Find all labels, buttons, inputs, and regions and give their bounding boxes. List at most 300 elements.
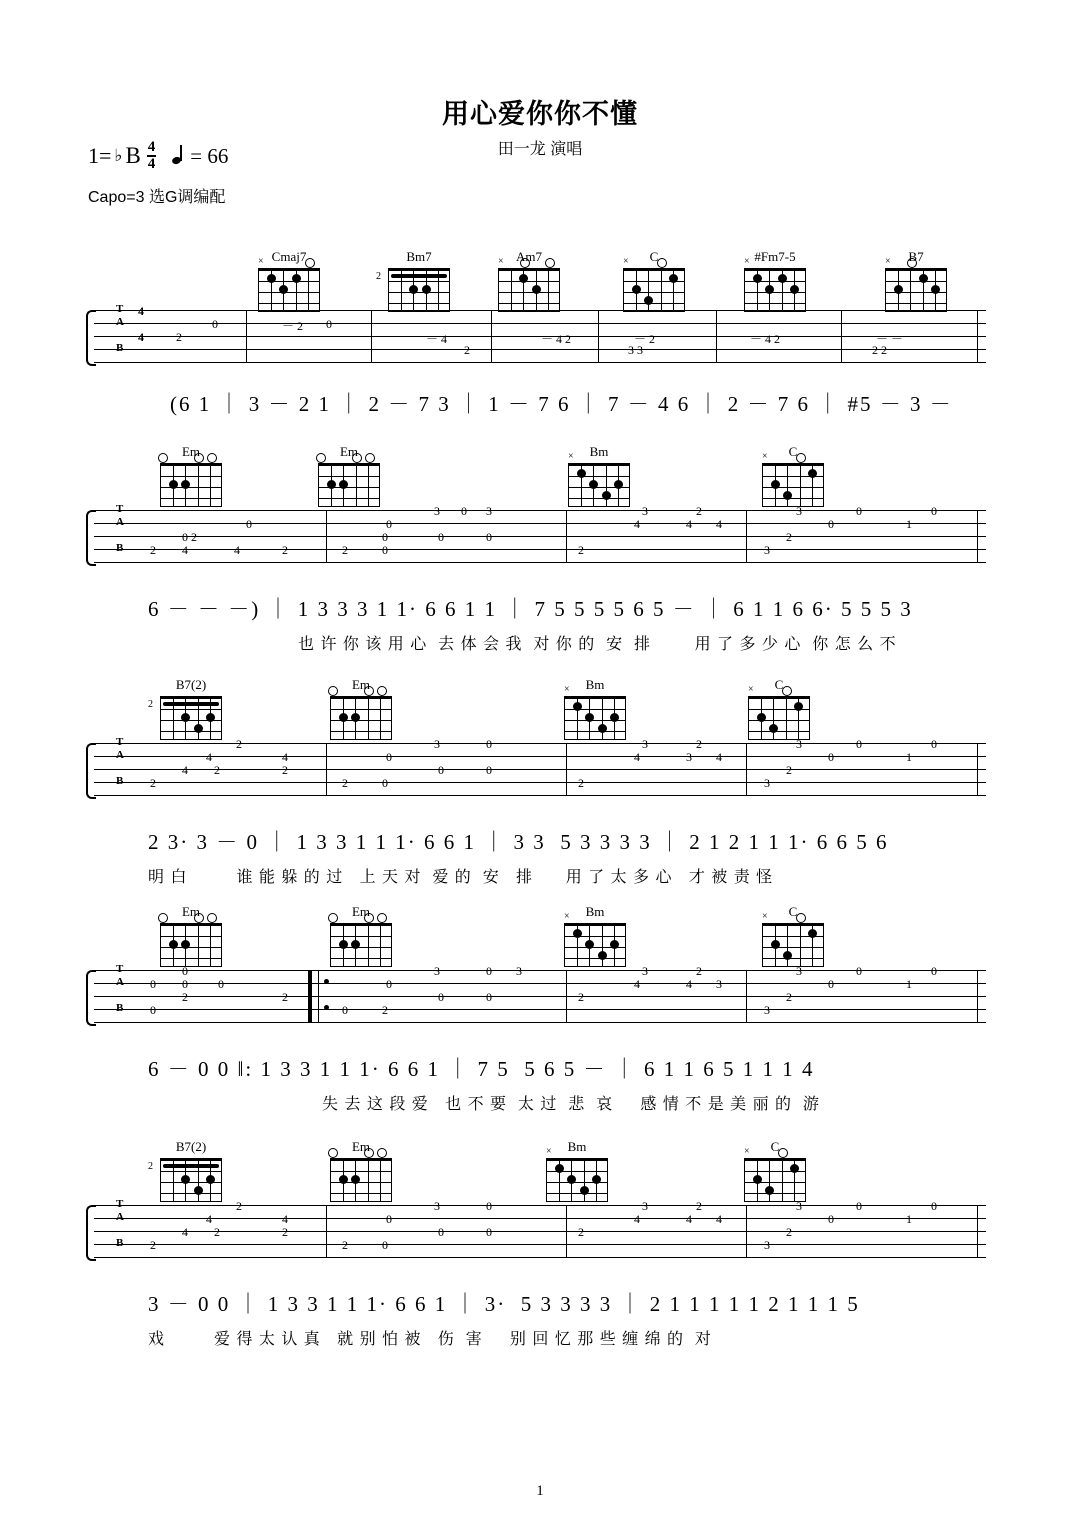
chord-grid	[744, 1146, 806, 1202]
melody-line: 6 － 0 0 ‖: 1 3 3 1 1 1· 6 6 1 ｜ 7 5 5 6 5 － ｜ 6 1 1 6 5 1 1 1 4	[148, 1057, 815, 1081]
barline	[716, 310, 717, 362]
barline	[566, 970, 567, 1022]
tab-number: 3	[796, 504, 802, 518]
barre	[163, 1164, 219, 1168]
open-string-marker	[778, 1148, 788, 1158]
barline	[746, 743, 747, 795]
barline	[841, 310, 842, 362]
tab-number: 2	[282, 990, 288, 1004]
chord-grid	[748, 684, 810, 740]
tab-number: 2	[342, 1238, 348, 1252]
finger-dot	[931, 285, 940, 294]
tab-number: 0 2	[182, 530, 197, 544]
tab-number: 0	[486, 763, 492, 777]
staff-bracket	[86, 970, 96, 1026]
barline	[566, 510, 567, 562]
chord-name: B7(2)	[175, 677, 207, 692]
chord-grid	[160, 923, 222, 967]
tab-number: 4	[686, 1212, 692, 1226]
chord-diagram-em-2	[318, 444, 380, 507]
chord-grid	[762, 451, 824, 507]
tab-number: 0	[382, 776, 388, 790]
tab-number: 3	[642, 504, 648, 518]
page-title: 用心爱你你不懂	[442, 99, 638, 129]
tab-number: 0	[828, 750, 834, 764]
chord-grid	[330, 1158, 392, 1202]
open-string-marker	[796, 913, 806, 923]
barline	[977, 310, 978, 362]
chord-grid	[318, 463, 380, 507]
melody-line: 3 － 0 0 ｜ 1 3 3 1 1 1· 6 6 1 ｜ 3· 5 3 3 3 3 ｜ 2 1 1 1 1 1 2 1 1 1 5	[148, 1292, 860, 1316]
chord-name: C	[774, 677, 784, 692]
mute-marker: ×	[568, 451, 574, 462]
finger-dot	[519, 274, 528, 283]
tab-number: 4	[716, 750, 722, 764]
finger-dot	[894, 285, 903, 294]
finger-dot	[351, 713, 360, 722]
finger-dot	[765, 1186, 774, 1195]
tab-number: 3	[434, 504, 440, 518]
tab-number: 4	[686, 977, 692, 991]
tab-number: 2	[786, 763, 792, 777]
tab-number: 2	[786, 990, 792, 1004]
tab-line	[94, 756, 986, 757]
mute-marker: ×	[744, 1146, 750, 1157]
finger-dot	[790, 285, 799, 294]
finger-dot	[573, 929, 582, 938]
chord-diagram-c	[762, 444, 824, 507]
tab-letter-a: A	[116, 316, 124, 328]
tab-number: 2	[282, 763, 288, 777]
tab-number: 0	[856, 1199, 862, 1213]
barline	[566, 743, 567, 795]
chord-diagram-c	[623, 249, 685, 312]
open-string-marker	[364, 913, 374, 923]
tab-number: 0	[386, 750, 392, 764]
page-number: 1	[536, 1483, 544, 1499]
tab-number: 0	[461, 504, 467, 518]
tab-number: 2	[282, 1225, 288, 1239]
tab-number: 3	[642, 737, 648, 751]
finger-dot	[919, 274, 928, 283]
tab-number: 0	[856, 964, 862, 978]
open-string-marker	[365, 453, 375, 463]
tab-letter-b: B	[116, 342, 124, 354]
chord-diagram-fm7b5	[744, 249, 806, 312]
tab-number: 1	[906, 977, 912, 991]
chord-grid	[330, 696, 392, 740]
finger-dot	[783, 951, 792, 960]
finger-dot	[577, 469, 586, 478]
time-signature-numerator: 4	[147, 139, 156, 155]
tab-number: 1	[906, 1212, 912, 1226]
lyrics-line: 明 白 谁 能 躲 的 过 上 天 对 爱 的 安 排 用 了 太 多 心 才 被 责 怪	[148, 869, 774, 886]
tab-number: 0	[828, 1212, 834, 1226]
tab-number: 4	[686, 517, 692, 531]
chord-name: Bm	[567, 1139, 587, 1154]
time-sig-tab: 4	[138, 330, 144, 344]
tab-number: 2	[382, 1003, 388, 1017]
tempo-mark	[172, 144, 228, 169]
tab-number: 0	[438, 990, 444, 1004]
tab-line	[94, 510, 986, 511]
finger-dot	[409, 285, 418, 294]
finger-dot	[339, 1175, 348, 1184]
chord-grid	[148, 1158, 222, 1202]
staff-bracket	[86, 743, 96, 799]
chord-name: #Fm7-5	[754, 249, 796, 264]
tab-line	[94, 743, 986, 744]
staff-bracket	[86, 310, 96, 366]
tab-number: 1	[906, 517, 912, 531]
tab-number: 3	[764, 776, 770, 790]
barline	[977, 970, 978, 1022]
chord-diagram-c	[744, 1139, 806, 1202]
tab-staff	[86, 303, 986, 366]
tab-number: 3	[486, 504, 492, 518]
tab-number: 4	[716, 1212, 722, 1226]
finger-dot	[422, 285, 431, 294]
tab-number: 2	[786, 1225, 792, 1239]
tab-number: 3	[764, 543, 770, 557]
chord-name: Am7	[516, 249, 542, 264]
fret-number: 2	[148, 1161, 153, 1172]
tab-number: 2	[150, 1238, 156, 1252]
finger-dot	[292, 274, 301, 283]
finger-dot	[610, 713, 619, 722]
tab-number: 2	[342, 543, 348, 557]
tab-number: 4	[182, 543, 188, 557]
tab-number: － －	[876, 332, 904, 346]
tab-number: 4	[206, 1212, 212, 1226]
open-string-marker	[194, 913, 204, 923]
tab-line	[94, 349, 986, 350]
tab-number: 0	[150, 977, 156, 991]
mute-marker: ×	[498, 256, 504, 267]
tab-number: 0	[212, 317, 218, 331]
tab-number: 3	[716, 977, 722, 991]
finger-dot	[181, 940, 190, 949]
finger-dot	[181, 713, 190, 722]
time-signature	[147, 140, 157, 172]
chord-name: Bm	[585, 677, 605, 692]
chord-diagram-bm	[564, 904, 626, 967]
tab-line	[94, 983, 986, 984]
mute-marker: ×	[762, 451, 768, 462]
tab-number: 0	[386, 977, 392, 991]
chord-diagram-em	[330, 1139, 392, 1202]
tab-number: 3	[796, 1199, 802, 1213]
finger-dot	[267, 274, 276, 283]
tab-number: 0	[486, 1199, 492, 1213]
tab-number: 0	[246, 517, 252, 531]
chord-diagram-b7-2	[148, 677, 222, 740]
finger-dot	[592, 1175, 601, 1184]
open-string-marker	[545, 258, 555, 268]
lyrics-line: 失 去 这 段 爱 也 不 要 太 过 悲 哀 感 情 不 是 美 丽 的 游	[322, 1096, 820, 1113]
mute-marker: ×	[762, 911, 768, 922]
tab-number: 4	[206, 750, 212, 764]
melody-line: 2 3· 3 － 0 ｜ 1 3 3 1 1 1· 6 6 1 ｜ 3 3 5 3 3 3 3 ｜ 2 1 2 1 1 1· 6 6 5 6	[148, 830, 889, 854]
tab-number: 0	[382, 1238, 388, 1252]
tab-letter-t: T	[116, 303, 124, 315]
tab-number: － 4	[426, 332, 448, 346]
finger-dot	[757, 713, 766, 722]
finger-dot	[585, 940, 594, 949]
tab-number: 0	[828, 517, 834, 531]
repeat-dot	[324, 1005, 329, 1010]
barline	[746, 510, 747, 562]
tab-staff	[86, 963, 986, 1026]
finger-dot	[580, 1186, 589, 1195]
chord-grid	[330, 923, 392, 967]
finger-dot	[614, 480, 623, 489]
capo-note: Capo=3 选G调编配	[88, 189, 226, 206]
chord-grid	[623, 256, 685, 312]
barre	[163, 702, 219, 706]
tab-line	[94, 536, 986, 537]
tab-number: 0	[438, 763, 444, 777]
tab-number: 0	[182, 964, 188, 978]
barline	[977, 1205, 978, 1257]
finger-dot	[589, 480, 598, 489]
chord-diagram-bm	[568, 444, 630, 507]
tab-staff	[86, 736, 986, 799]
tab-line	[94, 795, 986, 796]
barline	[746, 970, 747, 1022]
tab-number: 0	[931, 964, 937, 978]
open-string-marker	[207, 453, 217, 463]
chord-diagram-bm	[564, 677, 626, 740]
chord-diagram-c	[762, 904, 824, 967]
finger-dot	[194, 724, 203, 733]
tab-number: 0	[486, 530, 492, 544]
chord-grid	[762, 911, 824, 967]
tab-number: 3	[796, 737, 802, 751]
tab-number: 2 2	[872, 343, 887, 357]
tab-number: 2	[696, 964, 702, 978]
mute-marker: ×	[885, 256, 891, 267]
tab-number: 4	[282, 750, 288, 764]
finger-dot	[555, 1164, 564, 1173]
finger-dot	[339, 480, 348, 489]
tab-number: － 4 2	[541, 332, 572, 346]
chord-name: C	[770, 1139, 780, 1154]
fret-number: 2	[148, 699, 153, 710]
finger-dot	[808, 469, 817, 478]
tab-line	[94, 549, 986, 550]
open-string-marker	[328, 686, 338, 696]
open-string-marker	[364, 686, 374, 696]
tab-letter-t: T	[116, 1198, 124, 1210]
tab-number: 0	[486, 737, 492, 751]
finger-dot	[771, 940, 780, 949]
chord-name: Em	[339, 444, 359, 459]
mute-marker: ×	[744, 256, 750, 267]
tab-number: 4	[182, 763, 188, 777]
tab-number: 4	[182, 1225, 188, 1239]
tab-line	[94, 362, 986, 363]
tab-line	[94, 562, 986, 563]
staff-bracket	[86, 1205, 96, 1261]
tab-number: 3	[642, 1199, 648, 1213]
lyrics-line: 也 许 你 该 用 心 去 体 会 我 对 你 的 安 排 用 了 多 少 心 你 怎 么 不	[298, 636, 897, 653]
finger-dot	[585, 713, 594, 722]
tab-number: 2	[464, 343, 470, 357]
tab-line	[94, 1009, 986, 1010]
tab-number: 0	[382, 530, 388, 544]
finger-dot	[808, 929, 817, 938]
tab-number: 2	[282, 543, 288, 557]
tab-number: 1	[906, 750, 912, 764]
chord-diagram-em-1	[160, 444, 222, 507]
finger-dot	[598, 724, 607, 733]
tab-letter-a: A	[116, 1211, 124, 1223]
chord-diagram-bm7	[376, 249, 450, 312]
tab-line	[94, 782, 986, 783]
chord-name: C	[649, 249, 659, 264]
tab-line	[94, 970, 986, 971]
tab-line	[94, 1231, 986, 1232]
open-string-marker	[305, 258, 315, 268]
tab-line	[94, 1022, 986, 1023]
tab-number: 2	[214, 763, 220, 777]
tab-line	[94, 1218, 986, 1219]
time-sig-tab: 4	[138, 304, 144, 318]
barline	[371, 310, 372, 362]
tab-number: 0	[386, 517, 392, 531]
finger-dot	[669, 274, 678, 283]
tab-number: 2	[182, 990, 188, 1004]
tab-number: － 4 2	[750, 332, 781, 346]
finger-dot	[598, 951, 607, 960]
chord-diagram-bm	[546, 1139, 608, 1202]
finger-dot	[753, 274, 762, 283]
open-string-marker	[520, 258, 530, 268]
tab-letter-a: A	[116, 749, 124, 761]
tab-number: － 2	[282, 319, 304, 333]
tab-number: 2	[578, 990, 584, 1004]
barline	[491, 310, 492, 362]
chord-name: Em	[181, 444, 201, 459]
mute-marker: ×	[564, 911, 570, 922]
tab-number: 2	[578, 543, 584, 557]
finger-dot	[790, 1164, 799, 1173]
tab-number: 0	[931, 1199, 937, 1213]
finger-dot	[771, 480, 780, 489]
tab-number: 4	[634, 1212, 640, 1226]
tab-number: 0	[931, 504, 937, 518]
finger-dot	[567, 1175, 576, 1184]
tab-line	[94, 523, 986, 524]
mute-marker: ×	[748, 684, 754, 695]
open-string-marker	[316, 453, 326, 463]
tab-number: 3	[764, 1003, 770, 1017]
fret-number: 2	[376, 271, 381, 282]
finger-dot	[632, 285, 641, 294]
tab-number: 4	[234, 543, 240, 557]
key-prefix: 1=	[88, 143, 112, 168]
open-string-marker	[364, 1148, 374, 1158]
chord-name: B7(2)	[175, 1139, 207, 1154]
finger-dot	[351, 940, 360, 949]
finger-dot	[206, 713, 215, 722]
finger-dot	[169, 480, 178, 489]
barline	[598, 310, 599, 362]
barline	[326, 510, 327, 562]
finger-dot	[644, 296, 653, 305]
finger-dot	[194, 1186, 203, 1195]
finger-dot	[610, 940, 619, 949]
mute-marker: ×	[564, 684, 570, 695]
barline	[746, 1205, 747, 1257]
tab-number: 3	[796, 964, 802, 978]
chord-name: B7	[908, 249, 924, 264]
lyrics-line: 戏 爱 得 太 认 真 就 别 怕 被 伤 害 别 回 忆 那 些 缠 绵 的 对	[148, 1331, 712, 1348]
finger-dot	[573, 702, 582, 711]
tab-line	[94, 323, 986, 324]
tab-number: 3	[516, 964, 522, 978]
open-string-marker	[158, 453, 168, 463]
mute-marker: ×	[258, 256, 264, 267]
tab-number: 2	[786, 530, 792, 544]
tab-line	[94, 996, 986, 997]
chord-name: Em	[181, 904, 201, 919]
tab-number: 2	[696, 737, 702, 751]
finger-dot	[602, 491, 611, 500]
barline	[326, 1205, 327, 1257]
barline	[566, 1205, 567, 1257]
barline	[977, 510, 978, 562]
melody-line: (6 1 ｜ 3 － 2 1 ｜ 2 － 7 3 ｜ 1 － 7 6 ｜ 7 － 4 6 ｜ 2 － 7 6 ｜ #5 － 3 －	[170, 392, 953, 416]
tab-number: 2	[578, 1225, 584, 1239]
tab-number: 2	[696, 1199, 702, 1213]
tempo-value: = 66	[190, 143, 229, 168]
chord-diagram-em	[330, 677, 392, 740]
tab-letter-a: A	[116, 516, 124, 528]
tab-number: 0	[931, 737, 937, 751]
open-string-marker	[377, 913, 387, 923]
tab-number: 4	[282, 1212, 288, 1226]
open-string-marker	[352, 453, 362, 463]
quarter-note-icon	[172, 147, 186, 165]
tab-number: 0	[342, 1003, 348, 1017]
chord-grid	[376, 268, 450, 312]
tab-staff	[86, 503, 986, 566]
tab-line	[94, 336, 986, 337]
tab-line	[94, 1205, 986, 1206]
tab-number: 0	[438, 1225, 444, 1239]
tab-letter-b: B	[116, 775, 124, 787]
chord-name: Em	[351, 904, 371, 919]
finger-dot	[339, 940, 348, 949]
key-accidental: ♭	[114, 146, 123, 165]
tab-number: 3	[642, 964, 648, 978]
chord-grid	[160, 463, 222, 507]
tab-number: 0	[218, 977, 224, 991]
tab-number: 2	[150, 543, 156, 557]
tab-number: 0	[486, 964, 492, 978]
tab-line	[94, 310, 986, 311]
chord-name: C	[788, 444, 798, 459]
finger-dot	[765, 285, 774, 294]
key-signature-line	[88, 140, 228, 172]
chord-diagram-b7	[885, 249, 947, 312]
chord-grid	[148, 696, 222, 740]
open-string-marker	[907, 258, 917, 268]
tab-number: 2	[236, 737, 242, 751]
tab-number: 3	[764, 1238, 770, 1252]
